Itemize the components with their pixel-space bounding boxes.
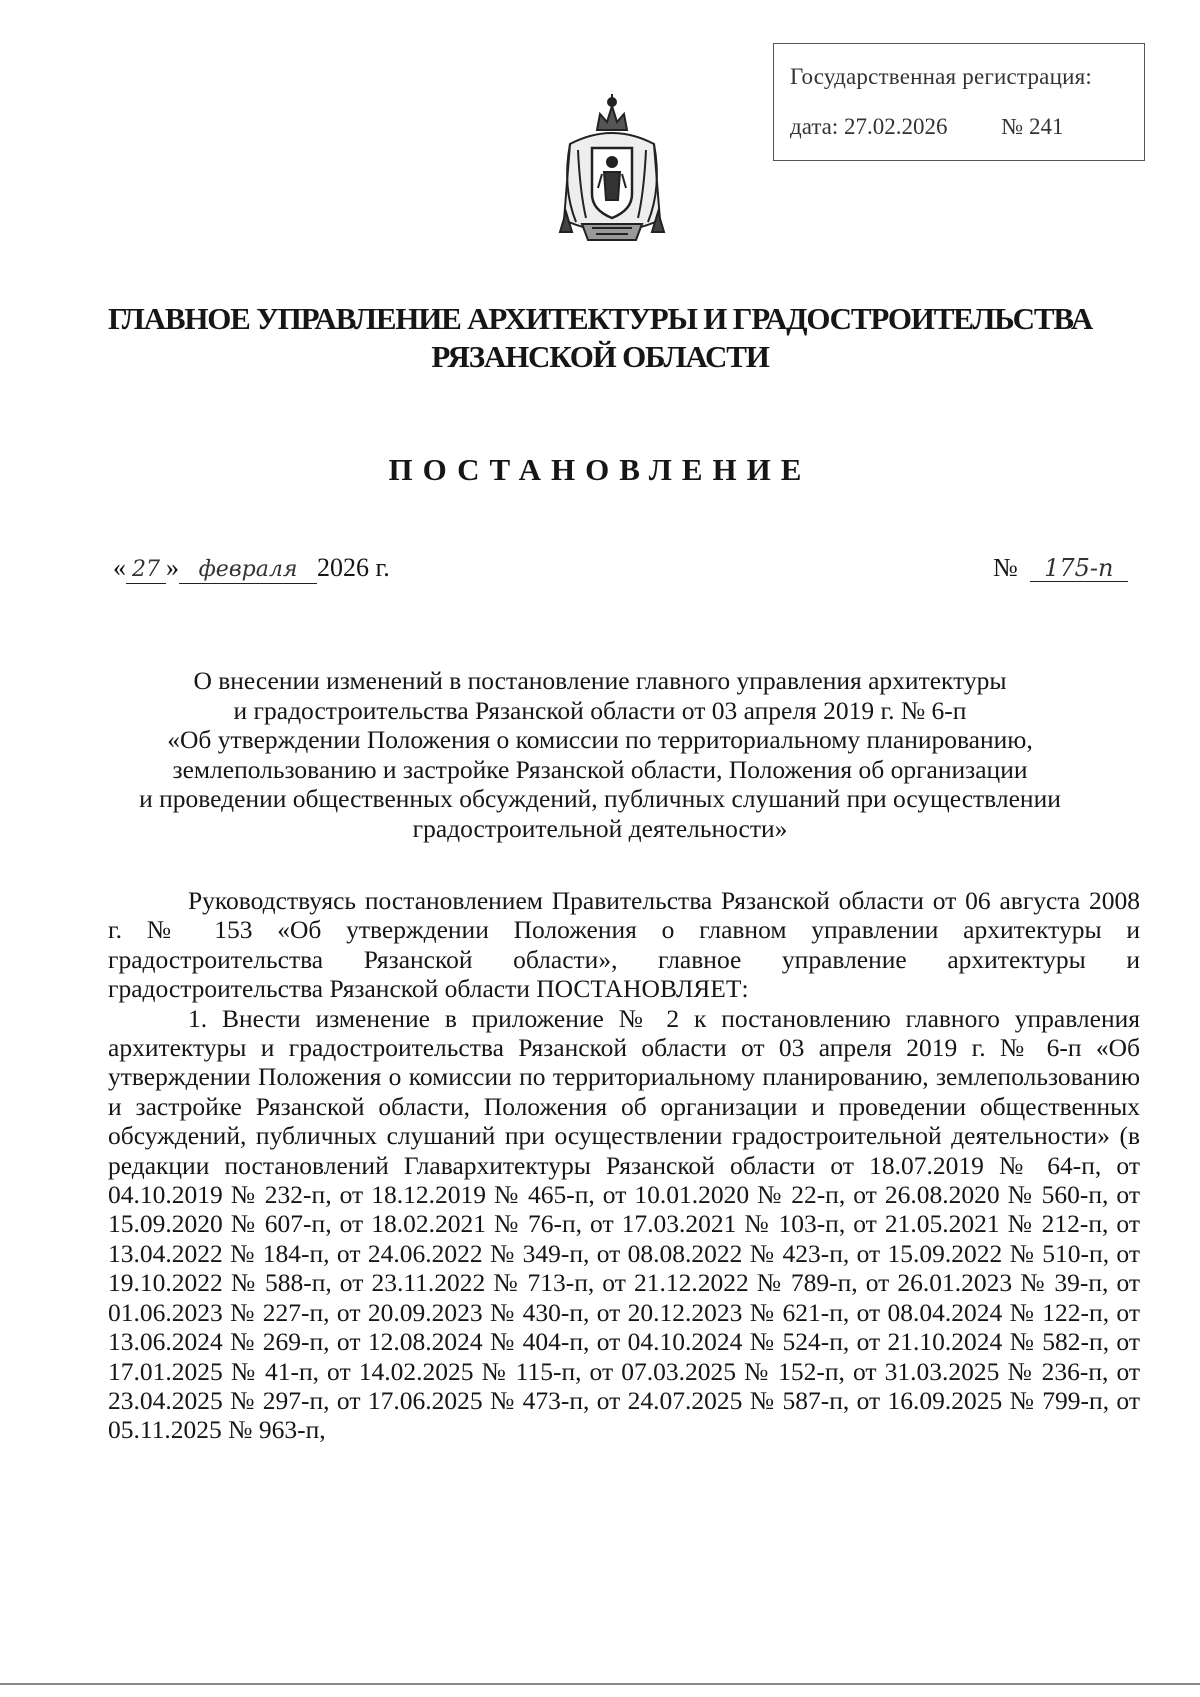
scan-bottom-edge — [0, 1683, 1200, 1685]
issuing-authority — [60, 300, 1140, 376]
preamble-paragraph: Руководствуясь постановлением Правительства Рязанской области от 06 августа 2008 г. № 153 «Об утверждении Положения о главном управлении архитектуры и градостроительства Рязанской области», главное управление архитектуры и градостроительства Рязанской области ПОСТАНОВЛЯЕТ: — [108, 886, 1140, 1004]
date-close-quote: » — [166, 553, 179, 582]
document-type-title: ПОСТАНОВЛЕНИЕ — [388, 452, 812, 487]
document-subject — [80, 666, 1120, 843]
subject-line: и проведении общественных обсуждений, публичных слушаний при осуществлении — [139, 784, 1061, 813]
coat-of-arms-icon — [552, 92, 672, 250]
subject-line: градостроительной деятельности» — [412, 813, 788, 843]
registration-date: 27.02.2026 — [844, 114, 948, 139]
handwritten-document-number: 175-п — [1030, 555, 1128, 582]
subject-line: «Об утверждении Положения о комиссии по территориальному планированию, — [167, 725, 1033, 754]
authority-line-2: РЯЗАНСКОЙ ОБЛАСТИ — [431, 339, 769, 374]
date-open-quote: « — [113, 553, 126, 582]
registration-number-label: № — [1001, 114, 1024, 139]
registration-date-label: дата: — [790, 114, 839, 139]
registration-number: 241 — [1028, 114, 1064, 139]
subject-line: землепользованию и застройке Рязанской области, Положения об организации — [172, 754, 1028, 784]
handwritten-month: февраля — [179, 557, 317, 584]
document-date — [113, 553, 390, 584]
subject-line: О внесении изменений в постановление главного управления архитектуры — [193, 666, 1007, 695]
registration-stamp — [773, 43, 1145, 161]
item-1-paragraph: 1. Внести изменение в приложение № 2 к постановлению главного управления архитектуры и градостроительства Рязанской области от 03 апреля 2019 г. № 6-п «Об утверждении Положения о комиссии по территориальному планированию, землепользованию и застройке Рязанской области, Положения об организации и проведении общественных обсуждений, публичных слушаний при осуществлении градостроительной деятельности» (в редакции постановлений Главархитектуры Рязанской области от 18.07.2019 № 64-п, от 04.10.2019 № 232-п, от 18.12.2019 № 465-п, от 10.01.2020 № 22-п, от 26.08.2020 № 560-п, от 15.09.2020 № 607-п, от 18.02.2021 № 76-п, от 17.03.2021 № 103-п, от 21.05.2021 № 212-п, от 13.04.2022 № 184-п, от 24.06.2022 № 349-п, от 08.08.2022 № 423-п, от 15.09.2022 № 510-п, от 19.10.2022 № 588-п, от 23.11.2022 № 713-п, от 21.12.2022 № 789-п, от 26.01.2023 № 39-п, от 01.06.2023 № 227-п, от 20.09.2023 № 430-п, от 20.12.2023 № 621-п, от 08.04.2024 № 122-п, от 13.06.2024 № 269-п, от 12.08.2024 № 404-п, от 04.10.2024 № 524-п, от 21.10.2024 № 582-п, от 17.01.2025 № 41-п, от 14.02.2025 № 115-п, от 07.03.2025 № 152-п, от 31.03.2025 № 236-п, от 23.04.2025 № 297-п, от 17.06.2025 № 473-п, от 24.07.2025 № 587-п, от 16.09.2025 № 799-п, от 05.11.2025 № 963-п, — [108, 1003, 1140, 1445]
document-body — [108, 886, 1140, 1445]
registration-details — [790, 114, 1063, 140]
registration-title: Государственная регистрация: — [790, 64, 1092, 89]
authority-line-1: ГЛАВНОЕ УПРАВЛЕНИЕ АРХИТЕКТУРЫ И ГРАДОСТРОИТЕЛЬСТВА — [107, 301, 1093, 336]
subject-line: и градостроительства Рязанской области от 03 апреля 2019 г. № 6-п — [233, 695, 967, 725]
date-year: 2026 г. — [317, 553, 390, 582]
handwritten-day: 27 — [126, 557, 166, 584]
document-number — [993, 553, 1128, 583]
document-number-label: № — [993, 553, 1018, 582]
